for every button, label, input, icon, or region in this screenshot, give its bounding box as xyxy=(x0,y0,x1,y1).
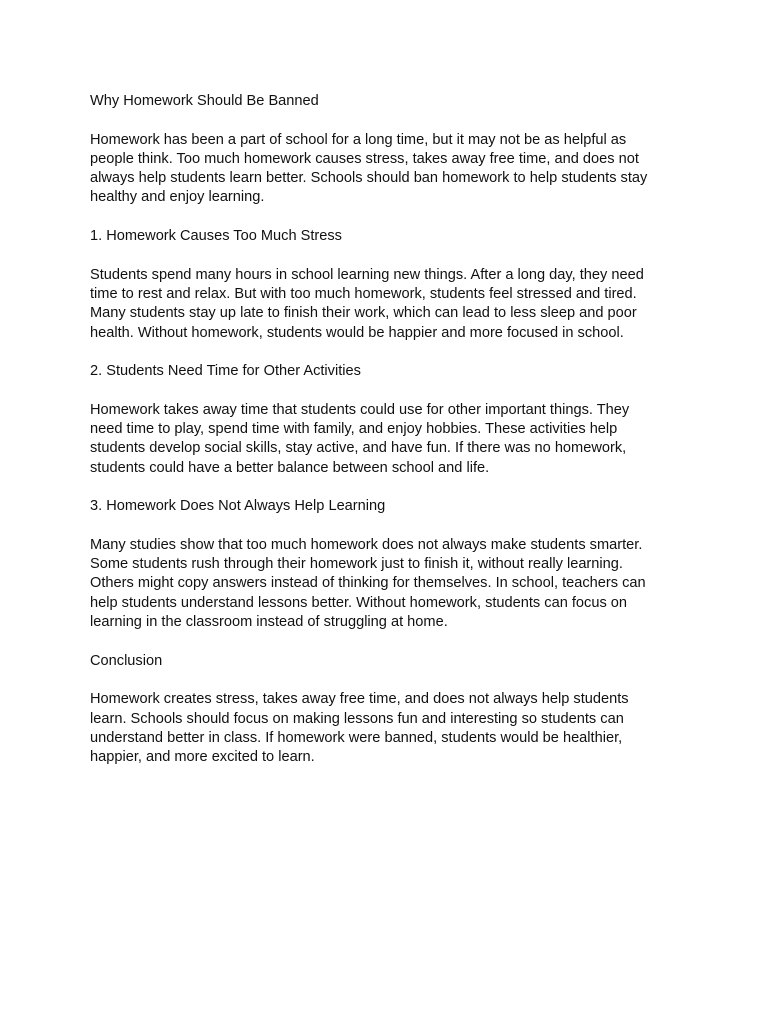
text-line: Homework has been a part of school for a long time, but it may not be as helpful as xyxy=(90,131,627,148)
section-heading-learning: 3. Homework Does Not Always Help Learning xyxy=(90,498,386,515)
text-line: need time to play, spend time with family, and enjoy hobbies. These activities help xyxy=(90,421,618,438)
text-line: learning in the classroom instead of struggling at home. xyxy=(90,614,448,631)
section-paragraph-conclusion xyxy=(90,690,680,767)
text-line: Some students rush through their homework just to finish it, without really learning. xyxy=(90,556,623,573)
section-heading-activities: 2. Students Need Time for Other Activities xyxy=(90,363,361,380)
section-heading-stress: 1. Homework Causes Too Much Stress xyxy=(90,228,342,245)
text-line: help students understand lessons better. Without homework, students can focus on xyxy=(90,594,628,611)
text-line: people think. Too much homework causes stress, takes away free time, and does not xyxy=(90,150,639,167)
text-line: Homework creates stress, takes away free time, and does not always help students xyxy=(90,691,629,708)
text-line: happier, and more excited to learn. xyxy=(90,749,315,766)
text-line: Students spend many hours in school learning new things. After a long day, they need xyxy=(90,266,644,283)
intro-paragraph xyxy=(90,131,680,208)
text-line: health. Without homework, students would be happier and more focused in school. xyxy=(90,324,624,341)
text-line: Homework takes away time that students could use for other important things. They xyxy=(90,401,630,418)
text-line: Many studies show that too much homework does not always make students smarter. xyxy=(90,536,643,553)
section-paragraph-activities xyxy=(90,401,680,478)
text-line: understand better in class. If homework were banned, students would be healthier, xyxy=(90,729,623,746)
section-paragraph-learning xyxy=(90,536,680,632)
text-line: Others might copy answers instead of thinking for themselves. In school, teachers can xyxy=(90,575,646,592)
document-title: Why Homework Should Be Banned xyxy=(90,93,319,109)
section-heading-conclusion: Conclusion xyxy=(90,652,163,669)
document-page xyxy=(90,92,680,787)
text-line: Many students stay up late to finish their work, which can lead to less sleep and poor xyxy=(90,305,637,322)
text-line: healthy and enjoy learning. xyxy=(90,189,265,206)
text-line: time to rest and relax. But with too much homework, students feel stressed and tired. xyxy=(90,285,637,302)
text-line: always help students learn better. Schools should ban homework to help students stay xyxy=(90,170,648,187)
text-line: students develop social skills, stay active, and have fun. If there was no homework, xyxy=(90,440,627,457)
section-paragraph-stress xyxy=(90,266,680,343)
text-line: students could have a better balance between school and life. xyxy=(90,459,490,476)
text-line: learn. Schools should focus on making lessons fun and interesting so students can xyxy=(90,710,624,727)
